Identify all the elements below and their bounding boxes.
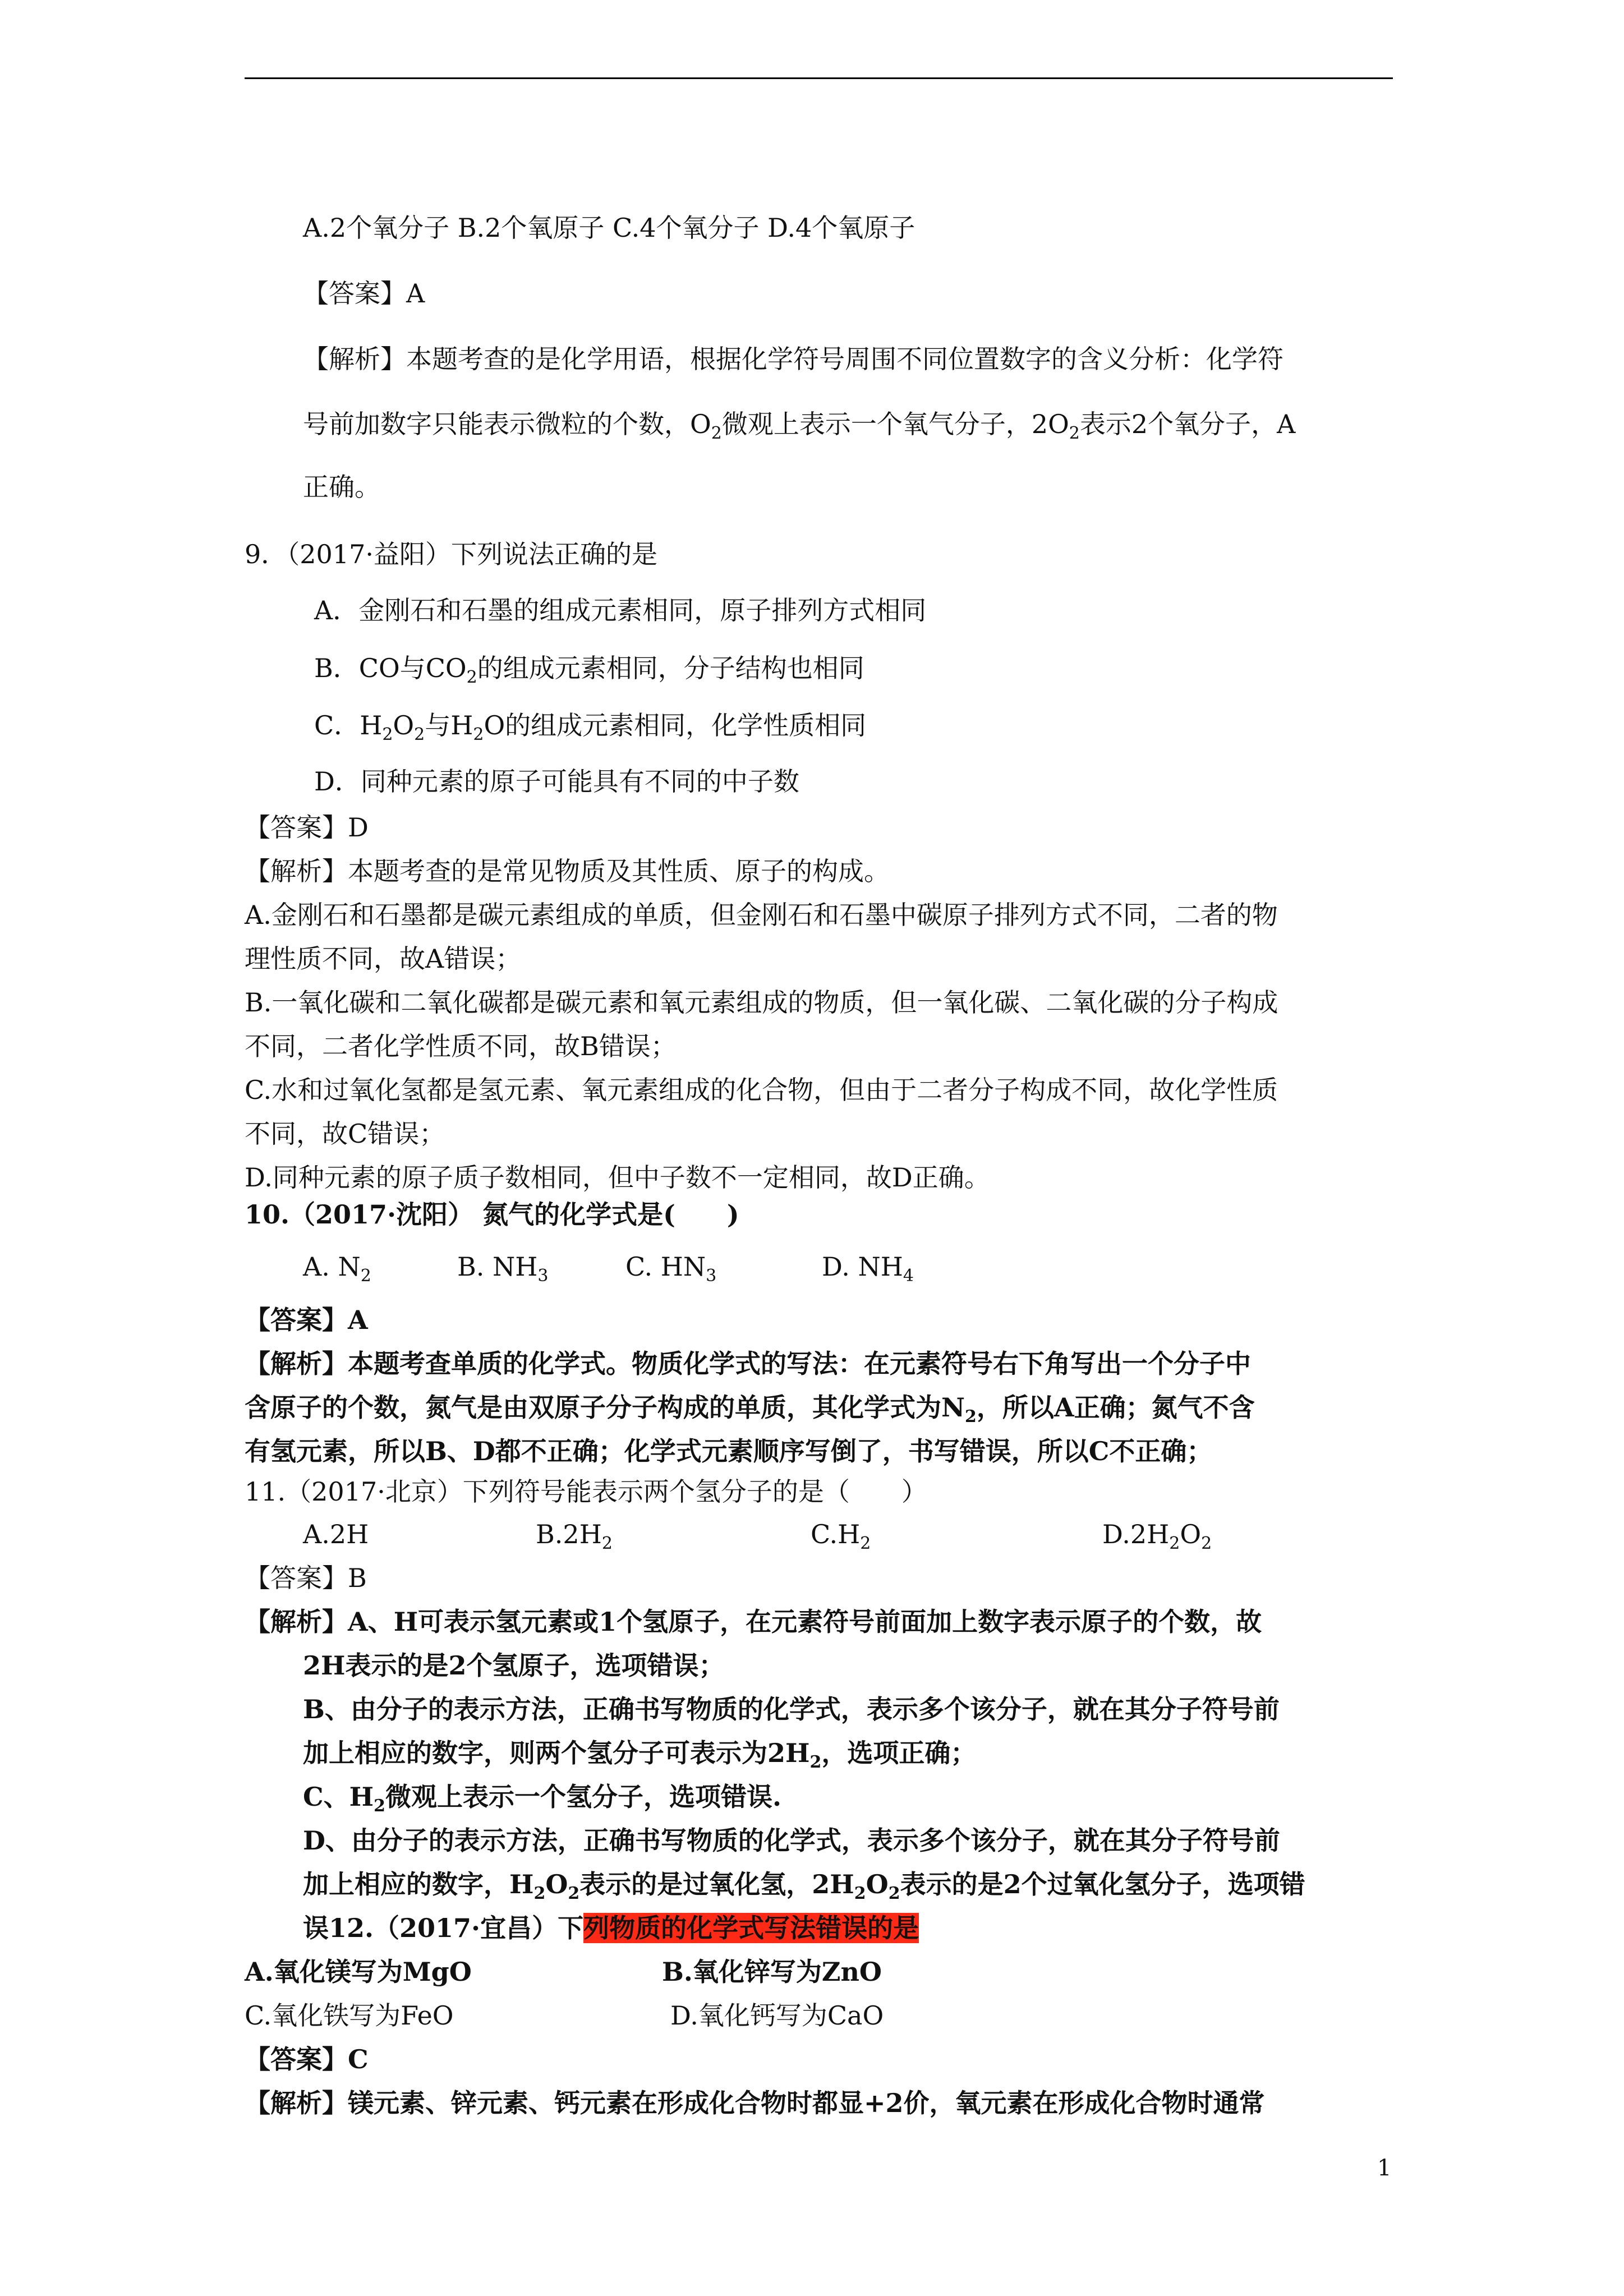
q11-option-b: $B.2H_2$ [536, 1519, 613, 1553]
q8-answer: 【答案】A [303, 278, 425, 309]
header-rule [245, 77, 1393, 79]
highlighted-text: 列物质的化学式写法错误的是 [583, 1913, 919, 1943]
q9-analysis: 【解析】本题考查的是常见物质及其性质、原子的构成。 [245, 856, 890, 886]
q11-option-a: A.2H [303, 1519, 369, 1549]
q11-answer: 【答案】B [245, 1563, 367, 1593]
q11-analysis-b2: 加上相应的数字，则两个氢分子可表示为$2H_2$，选项正确； [303, 1738, 977, 1772]
q9-explain-d: D.同种元素的原子质子数相同，但中子数不一定相同，故D正确。 [245, 1162, 990, 1193]
q10-analysis-line1: 【解析】本题考查单质的化学式。物质化学式的写法：在元素符号右下角写出一个分子中 [245, 1349, 1251, 1379]
q12-option-c: C.氧化铁写为FeO [245, 2000, 454, 2031]
q12-analysis: 【解析】镁元素、锌元素、钙元素在形成化合物时都显+2价，氧元素在形成化合物时通常 [245, 2088, 1265, 2118]
q9-explain-b2: 不同，二者化学性质不同，故B错误； [245, 1031, 677, 1061]
q11-analysis-d3: 误12.（2017·宜昌）下列物质的化学式写法错误的是 [303, 1913, 919, 1943]
q11-analysis-a1: 【解析】A、H可表示氢元素或1个氢原子，在元素符号前面加上数字表示原子的个数，故 [245, 1607, 1262, 1637]
q12-option-a: A.氧化镁写为MgO [245, 1957, 472, 1987]
q12-option-d: D.氧化钙写为CaO [670, 2000, 884, 2031]
q9-explain-a2: 理性质不同，故A错误； [245, 944, 522, 974]
q11-analysis-b1: B、由分子的表示方法，正确书写物质的化学式，表示多个该分子，就在其分子符号前 [303, 1694, 1280, 1724]
q10-option-d: D. $NH_4$ [822, 1251, 914, 1286]
q10-option-a: A. $N_2$ [303, 1251, 371, 1286]
q11-option-c: $C.H_2$ [811, 1519, 871, 1553]
q10-option-b: B. $NH_3$ [457, 1251, 549, 1286]
q10-analysis-line3: 有氢元素，所以B、D都不正确；化学式元素顺序写倒了，书写错误，所以C不正确； [245, 1436, 1213, 1466]
q9-stem: 9．（2017·益阳）下列说法正确的是 [245, 539, 657, 569]
q12-answer: 【答案】C [245, 2044, 369, 2074]
q11-analysis-c: C、$H_2$微观上表示一个氢分子，选项错误. [303, 1782, 781, 1816]
q11-analysis-d2: 加上相应的数字，$H_2O_2$表示的是过氧化氢，$2H_2O_2$表示的是2个过氧化氢分子，选项错 [303, 1869, 1305, 1903]
q10-option-c: C. $HN_3$ [625, 1251, 717, 1286]
q11-option-d: $D.2H_2O_2$ [1102, 1519, 1212, 1553]
q9-option-d: D．同种元素的原子可能具有不同的中子数 [314, 766, 799, 797]
q12-option-b: B.氧化锌写为ZnO [662, 1957, 882, 1987]
q10-answer: 【答案】A [245, 1305, 368, 1335]
q10-analysis-line2: 含原子的个数，氮气是由双原子分子构成的单质，其化学式为$N_2$，所以A正确；氮气不含 [245, 1392, 1255, 1427]
q11-stem: 11.（2017·北京）下列符号能表示两个氢分子的是（ ） [245, 1476, 927, 1507]
q9-option-c: C．$H_2O_2$与$H_2O$的组成元素相同，化学性质相同 [314, 710, 867, 744]
q9-explain-a1: A.金刚石和石墨都是碳元素组成的单质，但金刚石和石墨中碳原子排列方式不同，二者的物 [245, 900, 1278, 930]
q11-analysis-a2: 2H表示的是2个氢原子，选项错误； [303, 1650, 725, 1681]
q8-analysis-line3: 正确。 [303, 472, 380, 502]
q9-answer: 【答案】D [245, 812, 369, 843]
q9-option-a: A．金刚石和石墨的组成元素相同，原子排列方式相同 [314, 595, 927, 625]
q11-analysis-d1: D、由分子的表示方法，正确书写物质的化学式，表示多个该分子，就在其分子符号前 [303, 1825, 1280, 1856]
q8-analysis-line2: 号前加数字只能表示微粒的个数，$O_2$微观上表示一个氧气分子，$2O_2$表示2个氧分子，A [303, 409, 1296, 443]
q9-option-b: B．CO与$CO_2$的组成元素相同，分子结构也相同 [314, 653, 864, 687]
q9-explain-b1: B.一氧化碳和二氧化碳都是碳元素和氧元素组成的物质，但一氧化碳、二氧化碳的分子构成 [245, 987, 1278, 1018]
q9-explain-c1: C.水和过氧化氢都是氢元素、氧元素组成的化合物，但由于二者分子构成不同，故化学性质 [245, 1075, 1278, 1105]
q8-analysis-line1: 【解析】本题考查的是化学用语，根据化学符号周围不同位置数字的含义分析：化学符 [303, 344, 1283, 374]
page-number: 1 [1377, 2155, 1392, 2181]
q10-stem: 10.（2017·沈阳） 氮气的化学式是( ) [245, 1199, 739, 1230]
q9-explain-c2: 不同，故C错误； [245, 1119, 445, 1149]
q8-options: A.2个氧分子 B.2个氧原子 C.4个氧分子 D.4个氧原子 [303, 213, 915, 243]
